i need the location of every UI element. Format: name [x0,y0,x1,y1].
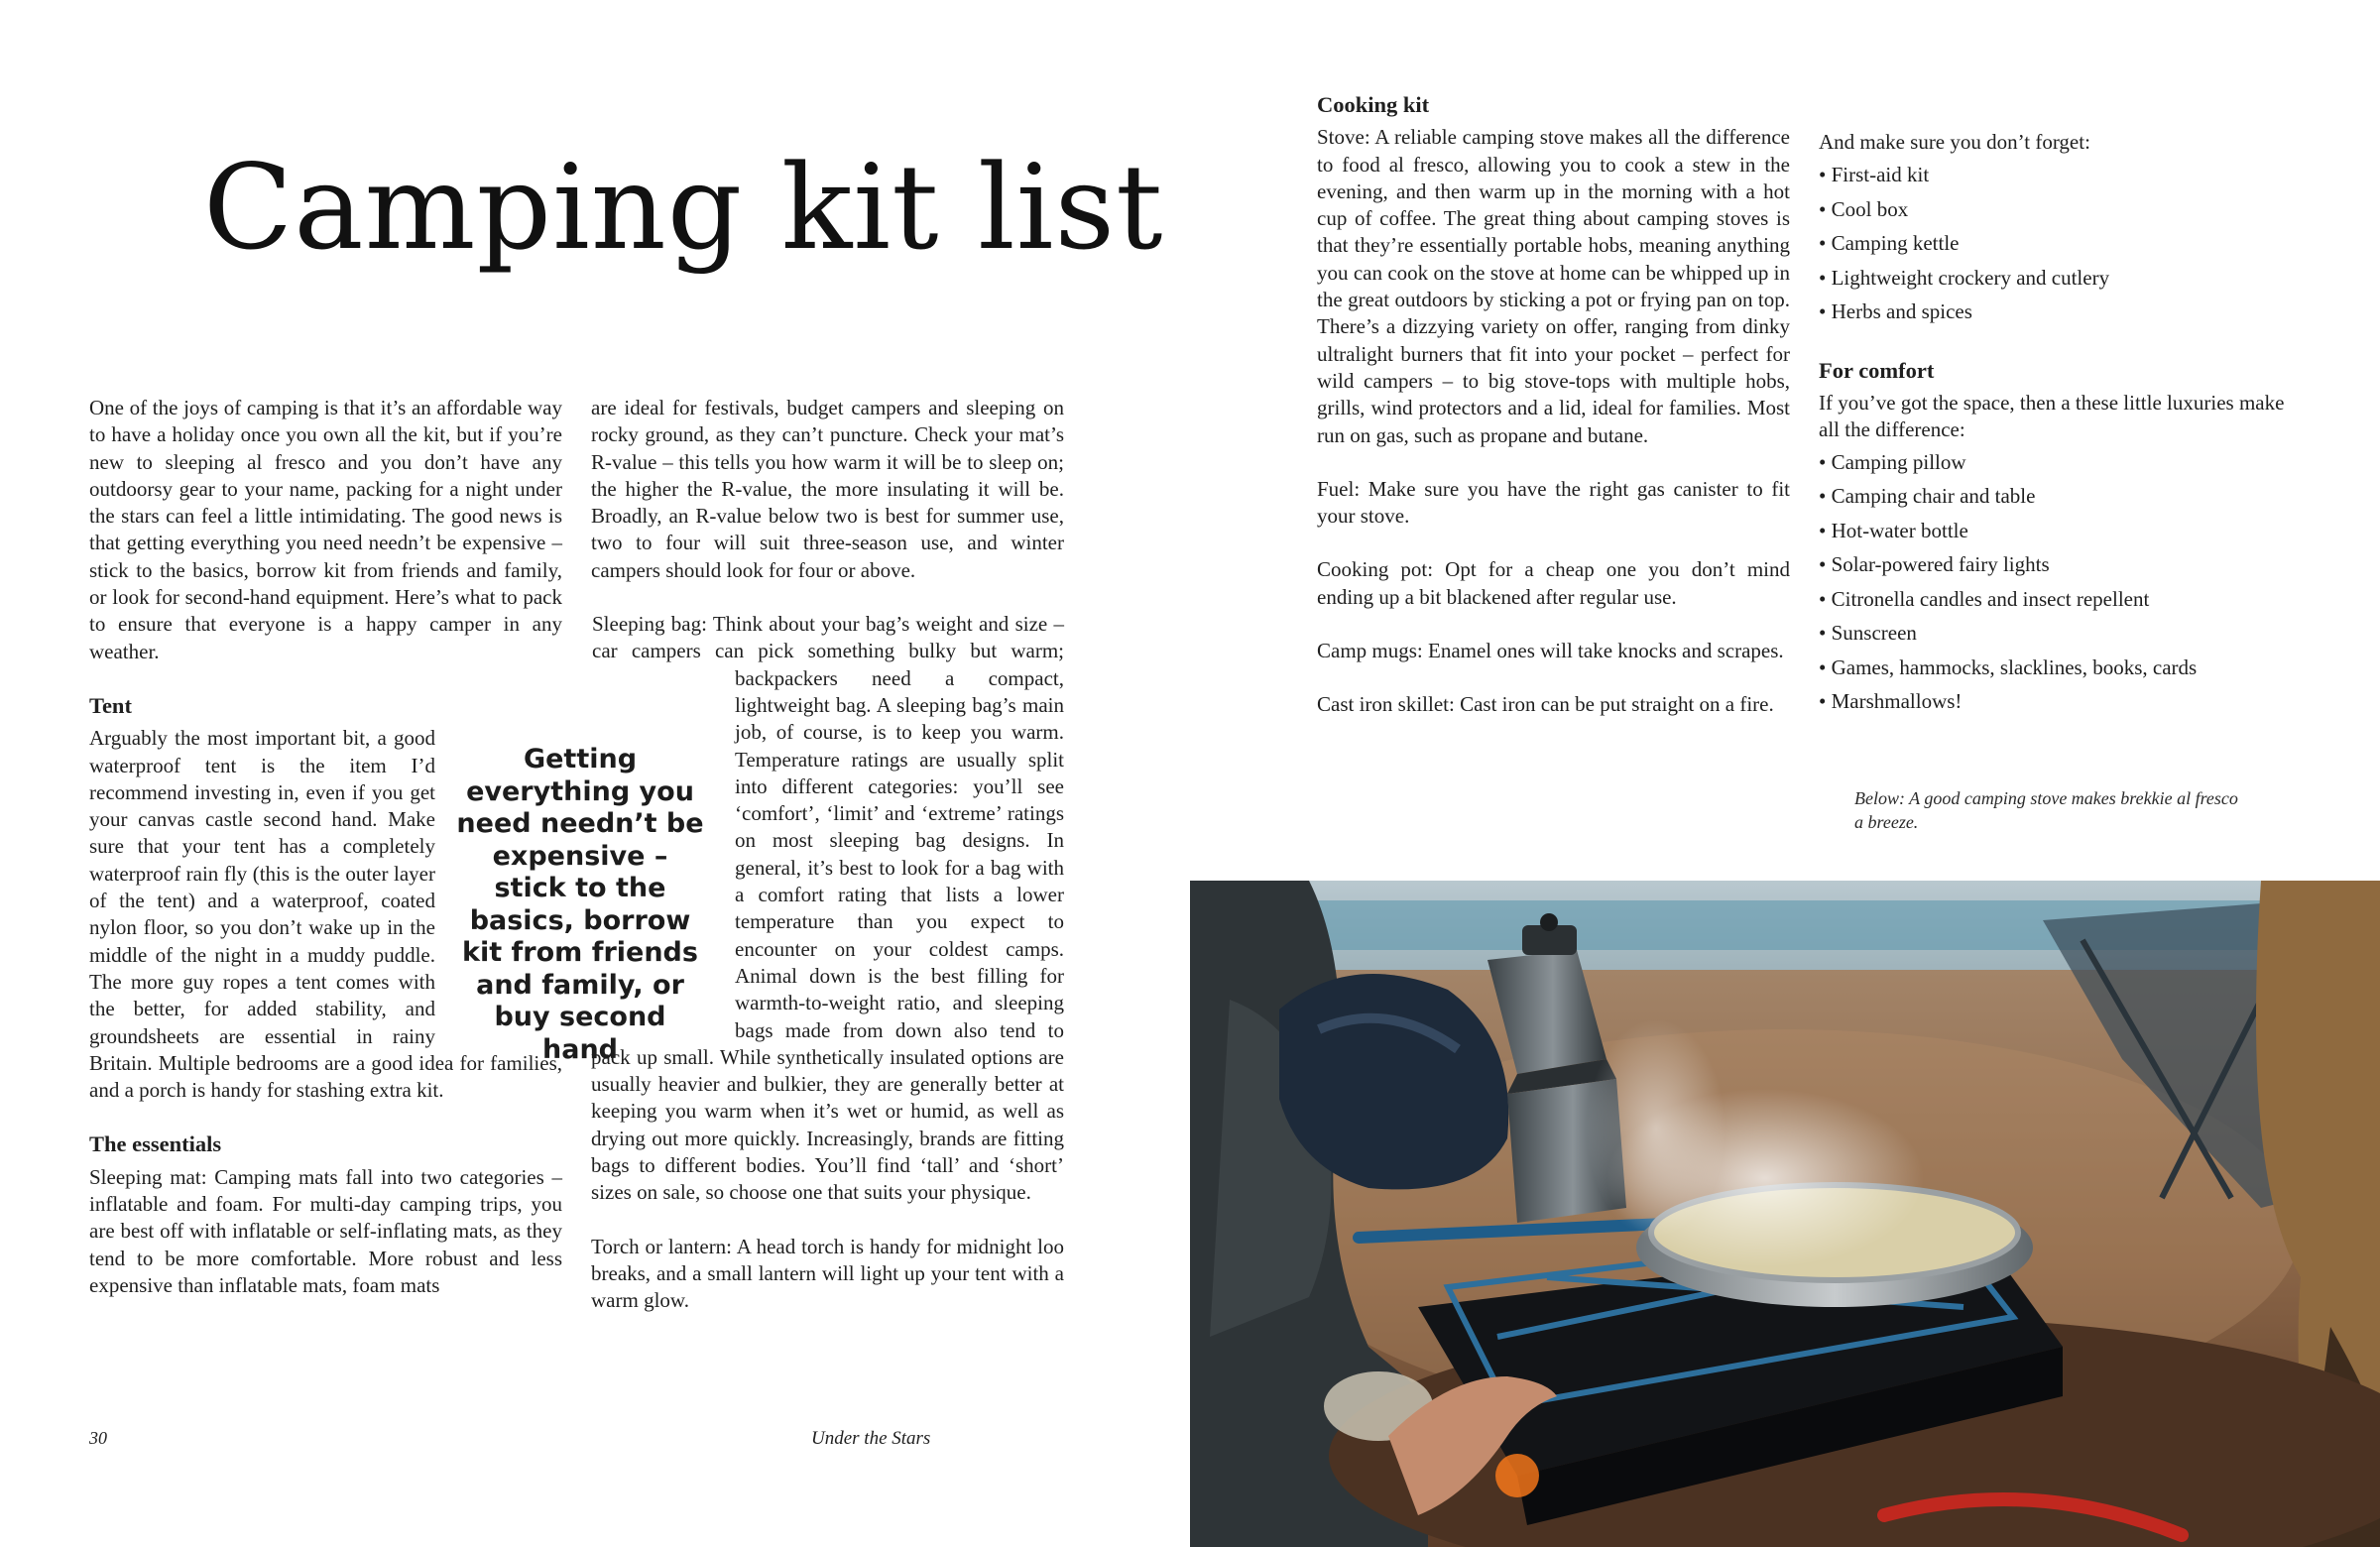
list-item: • Marshmallows! [1819,684,2285,719]
for-comfort-heading: For comfort [1819,357,1935,383]
page-title: Camping kit list [203,139,1164,276]
camping-stove-photo [1190,881,2380,1547]
list-item: • Camping pillow [1819,445,2285,480]
photo-caption: Below: A good camping stove makes brekkie al fresco a breeze. [1854,788,2238,832]
essentials-heading: The essentials [89,1131,222,1157]
tent-paragraph: Arguably the most important bit, a good waterproof tent is the item I’d recommend investing in, even if you get your canvas castle second hand. Make sure that your tent has a completely waterproof rain fly (this is the outer layer of the tent) and a waterproof, coated nylon floor, so you don’t wake up in the middle of the night in a muddy puddle. The more guy ropes a tent comes with the better, for added stability, and groundsheets are essential in rainy Britain. Multiple bedrooms are a good idea for families, and a porch is handy for stashing extra kit. [89,726,562,1103]
camping-stove-illustration [1190,881,2380,1547]
skillet-paragraph: Cast iron skillet: Cast iron can be put straight on a fire. [1317,692,1774,717]
tent-heading: Tent [89,692,132,718]
comfort-intro: If you’ve got the space, then a these little luxuries make all the difference: [1819,390,2285,441]
pull-quote: Getting everything you need needn’t be expensive – stick to the basics, borrow kit from friends and family, or buy second hand [456,744,704,1065]
r-value-paragraph: are ideal for festivals, budget campers and sleeping on rocky ground, as they can’t puncture. Check your mat’s R-value – this tells you how warm it will be to sleep on; the higher the R-value, the more insulating it will be. Broadly, an R-value below two is best for summer use, two to four will suit three-season use, and winter campers should look for four or above. [591,396,1064,582]
list-item: • Camping kettle [1819,226,2285,261]
list-item: • First-aid kit [1819,158,2285,192]
torch-paragraph: Torch or lantern: A head torch is handy for midnight loo breaks, and a small lantern will light up your tent with a warm glow. [591,1234,1064,1313]
list-item: • Solar-powered fairy lights [1819,547,2285,582]
list-item: • Lightweight crockery and cutlery [1819,261,2285,296]
dont-forget-list [1819,158,2285,329]
right-column-2 [1819,129,2285,747]
intro-paragraph: One of the joys of camping is that it’s an affordable way to have a holiday once you own all the kit, but if you’re new to sleeping al fresco and you don’t have any outdoorsy gear to your name, packing for a night under the stars can feel a little intimidating. The good news is that getting everything you need needn’t be expensive – stick to the basics, borrow kit from friends and family, or look for second-hand equipment. Here’s what to pack to ensure that everyone is a happy camper in any weather. [89,396,562,663]
list-item: • Hot-water bottle [1819,514,2285,548]
list-item: • Cool box [1819,192,2285,227]
list-item: • Citronella candles and insect repellent [1819,582,2285,617]
camp-mugs-paragraph: Camp mugs: Enamel ones will take knocks and scrapes. [1317,639,1784,663]
cooking-kit-heading: Cooking kit [1317,92,1430,117]
fuel-paragraph: Fuel: Make sure you have the right gas canister to fit your stove. [1317,476,1790,529]
sleeping-bag-paragraph: Sleeping bag: Think about your bag’s weight and size – car campers can pick something bulky but warm; backpackers need a compact, lightweight bag. A sleeping bag’s main job, of course, is to keep you warm. Temperature ratings are usually split into different categories: you’ll see ‘comfort’, ‘limit’ and ‘extreme’ ratings on most sleeping bag designs. In general, it’s best to look for a bag with a comfort rating that lists a lower temperature than you expect to encounter on your coldest camps. Animal down is the best filling for warmth-to-weight ratio, and sleeping bags made from down also tend to pack up small. While synthetically insulated options are usually heavier and bulkier, they are generally better at keeping you warm when it’s wet or humid, as well as drying out more quickly. Increasingly, brands are fitting bags to different bodies. You’ll find ‘tall’ and ‘short’ sizes on sale, so choose one that suits your physique. [591,612,1064,1205]
running-title: Under the Stars [811,1428,931,1449]
list-item: • Games, hammocks, slacklines, books, cards [1819,651,2285,685]
cooking-pot-paragraph: Cooking pot: Opt for a cheap one you don’t mind ending up a bit blackened after regular use. [1317,557,1790,609]
page-number: 30 [89,1428,107,1448]
dont-forget-intro: And make sure you don’t forget: [1819,130,2090,154]
right-column-1 [1317,91,1790,746]
list-item: • Herbs and spices [1819,295,2285,329]
stove-paragraph: Stove: A reliable camping stove makes all the difference to food al fresco, allowing you to cook a stew in the evening, and then warm up in the morning with a hot cup of coffee. The great thing about camping stoves is that they’re essentially portable hobs, meaning anything you can cook on the stove at home can be whipped up in the great outdoors by sticking a pot or frying pan on top. There’s a dizzying variety on offer, ranging from dinky ultralight burners that fit into your pocket – perfect for wild campers – to big stove-tops with multiple hobs, grills, wind protectors and a lid, ideal for families. Most run on gas, such as propane and butane. [1317,125,1790,447]
list-item: • Sunscreen [1819,616,2285,651]
list-item: • Camping chair and table [1819,479,2285,514]
sleeping-mat-paragraph: Sleeping mat: Camping mats fall into two categories – inflatable and foam. For multi-day camping trips, you are best off with inflatable or self-inflating mats, as they tend to be more comfortable. More robust and less expensive than inflatable mats, foam mats [89,1164,562,1297]
comfort-list [1819,445,2285,719]
